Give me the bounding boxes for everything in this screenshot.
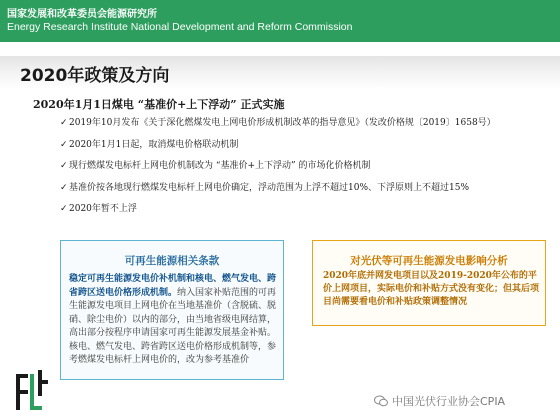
institute-name-cn: 国家发展和改革委员会能源研究所 (7, 9, 157, 20)
bullet-item (60, 160, 550, 172)
bullet-item (60, 139, 550, 151)
renewable-clauses-title: 可再生能源相关条款 (124, 255, 220, 267)
bullet-text: 基准价按各地现行燃煤发电标杆上网电价确定，浮动范围为上浮不超过10%、下浮原则上不超过15% (69, 182, 470, 193)
institute-name-en: Energy Research Institute National Development and Reform Commission (7, 21, 353, 33)
bullet-item (60, 117, 550, 129)
check-icon: ✓ (60, 118, 68, 128)
impact-analysis-body: 2020年底并网发电项目以及2019-2020年公布的平价上网项目，实际电价和补贴方式没有变化；但其后项目尚需要看电价和补贴政策调整情况 (323, 271, 540, 307)
renewable-clauses-text: 纳入国家补贴范围的可再生能源发电项目上网电价在当地基准价（含脱硫、脱硝、除尘电价）以内的部分，由当地省级电网结算，高出部分按程序申请国家可再生能源发展基金补贴。核电、燃气发电、跨省跨区送电价格形成机制等，参考燃煤发电标杆上网电价的，改为参考基准价 (69, 287, 277, 365)
bullet-text: 2020年1月1日起，取消煤电价格联动机制 (69, 139, 239, 150)
renewable-clauses-box (60, 240, 284, 380)
impact-analysis-title: 对光伏等可再生能源发电影响分析 (350, 255, 508, 267)
institute-logo-icon (14, 368, 50, 414)
renewable-clauses-lead: 稳定可再生能源发电价补机制和核电、燃气发电、跨省跨区送电价格形成机制。 (69, 274, 277, 298)
check-icon: ✓ (60, 161, 68, 171)
bullet-text: 现行燃煤发电标杆上网电价机制改为 “基准价+上下浮动” 的市场化价格机制 (69, 161, 371, 171)
impact-analysis-box (312, 240, 546, 326)
check-icon: ✓ (60, 204, 68, 214)
bullet-item (60, 203, 550, 215)
check-icon: ✓ (60, 139, 68, 150)
header-bar (0, 0, 560, 42)
wechat-icon (374, 395, 388, 407)
bullet-text: 2019年10月发布《关于深化燃煤发电上网电价形成机制改革的指导意见》（发改价格规〔2019〕1658号） (69, 118, 496, 128)
check-icon: ✓ (60, 182, 68, 193)
subtitle: 2020年1月1日煤电 “基准价+上下浮动” 正式实施 (33, 98, 285, 111)
watermark-text: 中国光伏行业协会CPIA (392, 395, 506, 408)
bullet-item (60, 182, 550, 194)
watermark (374, 393, 505, 409)
page-title: 2020年政策及方向 (20, 66, 170, 86)
bullet-text: 2020年暂不上浮 (69, 204, 137, 214)
renewable-clauses-body (69, 273, 277, 368)
bullet-list (60, 117, 550, 225)
